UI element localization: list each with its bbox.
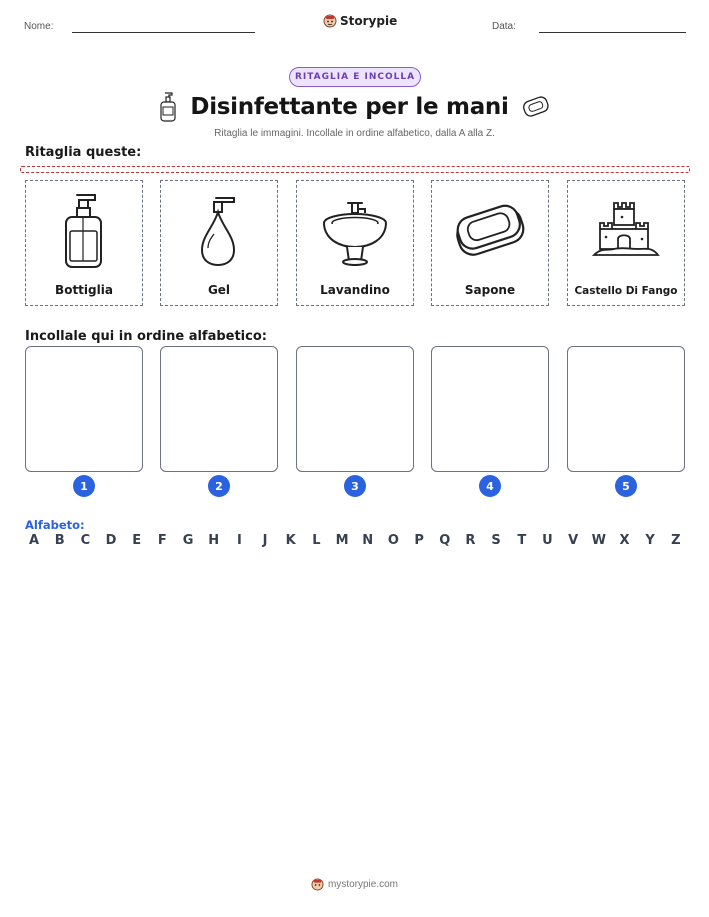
alphabet-letter: J: [262, 533, 268, 548]
alphabet-letter: Z: [671, 533, 681, 548]
cut-heading: Ritaglia queste:: [25, 145, 142, 160]
cutout-card[interactable]: [25, 180, 143, 306]
page-title: Disinfettante per le mani: [190, 94, 509, 120]
sink-icon: [319, 195, 391, 267]
name-write-line: [72, 32, 255, 33]
alphabet-letter: P: [414, 533, 424, 548]
paste-slot-2[interactable]: [160, 346, 278, 472]
date-label: Data:: [492, 21, 516, 32]
cutout-card[interactable]: [160, 180, 278, 306]
card-label: Castello Di Fango: [574, 285, 678, 297]
storypie-mascot-icon: [323, 14, 337, 28]
card-label: Gel: [207, 283, 231, 297]
brand-name: Storypie: [340, 14, 398, 28]
card-label: Lavandino: [320, 283, 390, 297]
alphabet-letter: A: [28, 533, 40, 548]
footer: [0, 878, 709, 891]
footer-link[interactable]: mystorypie.com: [327, 879, 398, 890]
alphabet-letter: S: [491, 533, 501, 548]
pump-bottle-icon: [158, 92, 178, 122]
alphabet-letter: W: [591, 533, 606, 548]
alphabet-letter: D: [105, 533, 117, 548]
activity-badge: RITAGLIA E INCOLLA: [289, 67, 421, 87]
soap-bar-icon: [451, 199, 529, 263]
name-label: Nome:: [24, 21, 54, 32]
alphabet-letter: E: [132, 533, 142, 548]
paste-slot-3[interactable]: [296, 346, 414, 472]
paste-heading: Incollale qui in ordine alfabetico:: [25, 329, 267, 344]
card-label: Sapone: [464, 283, 516, 297]
alphabet-letter: Q: [439, 533, 451, 548]
pump-bottle-icon: [59, 191, 109, 271]
alphabet-letter: F: [157, 533, 167, 548]
alphabet-letter: L: [312, 533, 321, 548]
cut-line: [20, 166, 690, 173]
card-label: Bottiglia: [55, 283, 113, 297]
alphabet-letter: N: [362, 533, 374, 548]
sandcastle-icon: [592, 199, 660, 263]
slot-number: 5: [615, 475, 637, 497]
date-write-line: [539, 32, 686, 33]
brand-logo: [323, 14, 397, 28]
cutout-card[interactable]: [431, 180, 549, 306]
alphabet-letter: M: [335, 533, 349, 548]
alphabet-letter: Y: [645, 533, 655, 548]
alphabet-letter: U: [542, 533, 553, 548]
slot-number: 4: [479, 475, 501, 497]
alphabet-letter: C: [80, 533, 91, 548]
soap-bar-icon: [521, 94, 551, 120]
alphabet-letter: O: [387, 533, 399, 548]
alphabet-letter: I: [236, 533, 242, 548]
storypie-mascot-icon: [311, 878, 324, 891]
alphabet-letter: T: [517, 533, 527, 548]
alphabet-letter: B: [54, 533, 65, 548]
alphabet-letter: H: [208, 533, 220, 548]
alphabet-letter: G: [182, 533, 194, 548]
title-row: [0, 92, 709, 122]
paste-slot-5[interactable]: [567, 346, 685, 472]
cutout-card[interactable]: [296, 180, 414, 306]
instructions: Ritaglia le immagini. Incollale in ordine alfabetico, dalla A alla Z.: [214, 128, 495, 139]
paste-slot-1[interactable]: [25, 346, 143, 472]
slot-number: 2: [208, 475, 230, 497]
paste-slot-4[interactable]: [431, 346, 549, 472]
slot-number: 3: [344, 475, 366, 497]
slot-number: 1: [73, 475, 95, 497]
alphabet-row: [25, 533, 685, 548]
gel-drop-icon: [194, 194, 244, 268]
alphabet-letter: R: [465, 533, 476, 548]
alphabet-letter: X: [619, 533, 630, 548]
alphabet-letter: K: [285, 533, 296, 548]
alphabet-heading: Alfabeto:: [25, 518, 85, 532]
cutout-card[interactable]: [567, 180, 685, 306]
alphabet-letter: V: [568, 533, 579, 548]
